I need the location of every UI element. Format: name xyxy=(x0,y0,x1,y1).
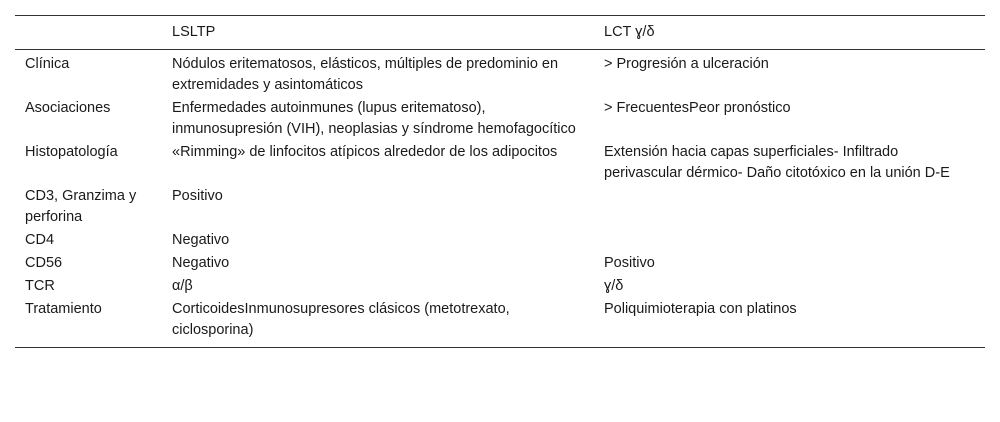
cell-lsltp: α/β xyxy=(172,278,193,294)
row-label-cd56: CD56 xyxy=(25,255,63,271)
row-label-cd4: CD4 xyxy=(25,232,55,248)
table-row xyxy=(15,141,985,185)
cell-lct: Extensión hacia capas superficiales- Infiltrado perivascular dérmico- Daño citotóxico en la unión D-E xyxy=(604,144,950,181)
row-label-asociaciones: Asociaciones xyxy=(25,100,111,116)
cell-lct: ɣ/δ xyxy=(604,278,624,294)
header-empty xyxy=(15,16,162,50)
cell-lsltp: Negativo xyxy=(172,232,230,248)
row-label-cd3: CD3, Granzima y perforina xyxy=(25,188,137,225)
table-row xyxy=(15,229,985,252)
cell-lsltp: Enfermedades autoinmunes (lupus eritematoso), inmunosupresión (VIH), neoplasias y síndrome hemofagocítico xyxy=(172,100,576,137)
cell-lsltp: Negativo xyxy=(172,255,230,271)
row-label-clinica: Clínica xyxy=(25,56,70,72)
table-row xyxy=(15,275,985,298)
table-row xyxy=(15,298,985,348)
header-lsltp: LSLTP xyxy=(172,24,216,40)
cell-lsltp: Nódulos eritematosos, elásticos, múltiples de predominio en extremidades y asintomáticos xyxy=(172,56,559,93)
table-row xyxy=(15,185,985,229)
cell-lct xyxy=(594,229,985,252)
cell-lct xyxy=(594,185,985,229)
row-label-tcr: TCR xyxy=(25,278,55,294)
cell-lct: Poliquimioterapia con platinos xyxy=(604,301,797,317)
row-label-histopatologia: Histopatología xyxy=(25,144,118,160)
table-row xyxy=(15,50,985,98)
row-label-tratamiento: Tratamiento xyxy=(25,301,102,317)
table-row xyxy=(15,97,985,141)
cell-lct: > FrecuentesPeor pronóstico xyxy=(604,100,791,116)
header-lct-gamma-delta: LCT ɣ/δ xyxy=(604,24,655,40)
table-header-row xyxy=(15,16,985,50)
table-row xyxy=(15,252,985,275)
comparison-table xyxy=(15,15,985,348)
cell-lct: Positivo xyxy=(604,255,655,271)
cell-lsltp: Positivo xyxy=(172,188,223,204)
cell-lct: > Progresión a ulceración xyxy=(604,56,769,72)
cell-lsltp: CorticoidesInmunosupresores clásicos (metotrexato, ciclosporina) xyxy=(172,301,510,338)
comparison-table-container xyxy=(15,15,985,348)
cell-lsltp: «Rimming» de linfocitos atípicos alrededor de los adipocitos xyxy=(172,144,558,160)
